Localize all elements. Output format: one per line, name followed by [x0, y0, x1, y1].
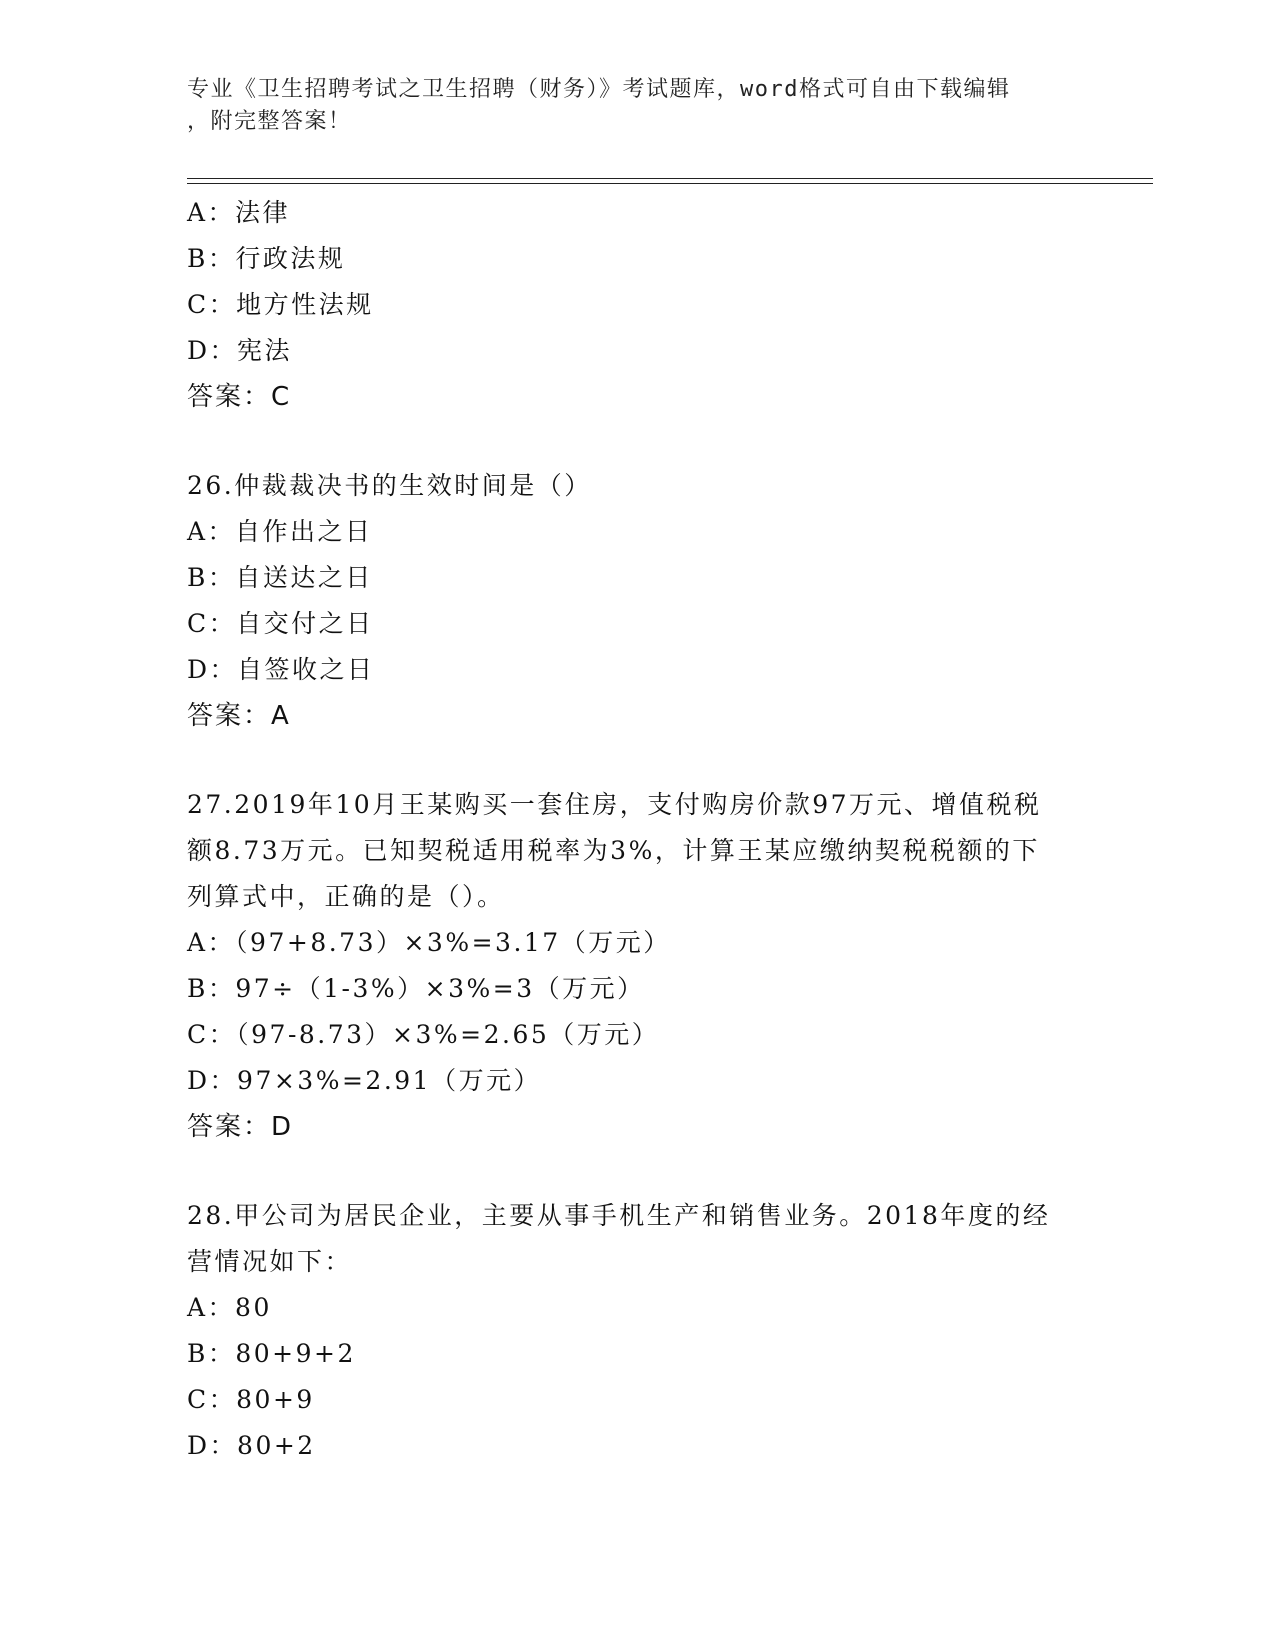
answer-line: 答案：C — [187, 382, 292, 412]
question-27 — [187, 782, 1087, 1150]
question-28 — [187, 1193, 1087, 1469]
option-c: C：（97-8.73）×3%=2.65（万元） — [187, 1020, 660, 1049]
question-stem-line-1: 28.甲公司为居民企业，主要从事手机生产和销售业务。2018年度的经 — [187, 1201, 1051, 1230]
option-c: C：自交付之日 — [187, 609, 374, 638]
option-d: D：自签收之日 — [187, 655, 375, 684]
header-divider-top — [187, 178, 1153, 179]
option-c: C：80+9 — [187, 1385, 315, 1414]
option-b: B：97÷（1-3%）×3%=3（万元） — [187, 974, 645, 1003]
question-26 — [187, 463, 1087, 739]
document-header — [187, 74, 1067, 138]
option-a: A：80 — [187, 1293, 272, 1322]
option-b: B：行政法规 — [187, 244, 346, 273]
header-line-2: ，附完整答案！ — [187, 109, 352, 134]
question-stem-line-2: 营情况如下： — [187, 1247, 353, 1276]
answer-line: 答案：D — [187, 1112, 294, 1142]
option-a: A：法律 — [187, 198, 291, 227]
option-a: A：（97+8.73）×3%=3.17（万元） — [187, 928, 671, 957]
option-b: B：80+9+2 — [187, 1339, 356, 1368]
question-stem: 26.仲裁裁决书的生效时间是（） — [187, 471, 592, 500]
option-d: D：80+2 — [187, 1431, 316, 1460]
question-stem-line-1: 27.2019年10月王某购买一套住房，支付购房价款97万元、增值税税 — [187, 790, 1042, 819]
question-stem-line-2: 额8.73万元。已知契税适用税率为3%，计算王某应缴纳契税税额的下 — [187, 836, 1040, 865]
option-c: C：地方性法规 — [187, 290, 374, 319]
option-d: D：宪法 — [187, 336, 293, 365]
option-d: D：97×3%=2.91（万元） — [187, 1066, 542, 1095]
spacer — [187, 420, 1087, 463]
option-b: B：自送达之日 — [187, 563, 373, 592]
header-divider-bottom — [187, 183, 1153, 184]
document-body — [187, 190, 1087, 1469]
spacer — [187, 1150, 1087, 1193]
header-line-1: 专业《卫生招聘考试之卫生招聘（财务）》考试题库，word格式可自由下载编辑 — [187, 77, 1011, 102]
option-a: A：自作出之日 — [187, 517, 373, 546]
question-25-continued — [187, 190, 1087, 420]
answer-line: 答案：A — [187, 701, 291, 731]
question-stem-line-3: 列算式中，正确的是（）。 — [187, 882, 505, 911]
spacer — [187, 739, 1087, 782]
